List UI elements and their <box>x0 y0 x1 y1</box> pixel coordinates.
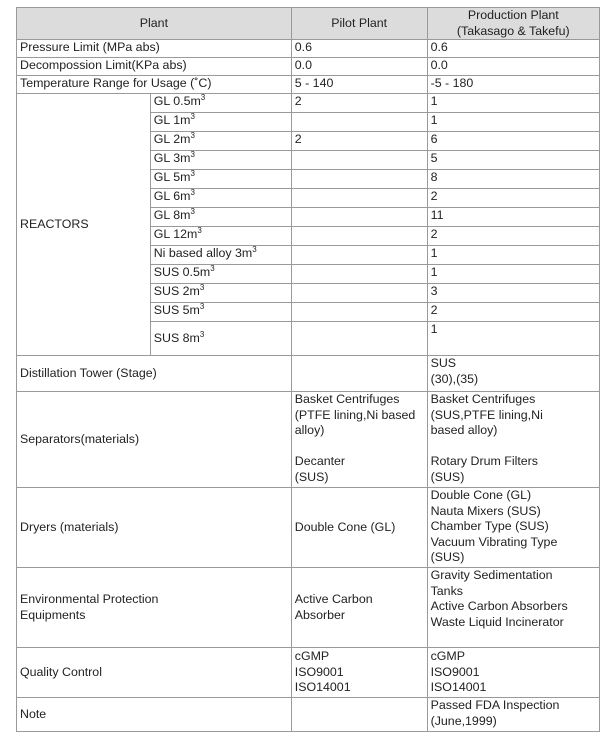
pilot-value <box>291 356 427 392</box>
header-pilot-plant: Pilot Plant <box>291 8 427 40</box>
production-value: 2 <box>427 189 599 208</box>
reactor-name: SUS $0.5m^3$ <box>150 265 291 284</box>
reactors-label: REACTORS <box>17 94 151 356</box>
production-value: Gravity Sedimentation Tanks Active Carbon Absorbers Waste Liquid Incinerator <box>427 568 599 648</box>
pilot-value <box>291 246 427 265</box>
reactor-name: SUS $8m^3$ <box>150 322 291 356</box>
row-label: Pressure Limit (MPa abs) <box>17 40 292 58</box>
production-value: 5 <box>427 151 599 170</box>
pilot-value <box>291 284 427 303</box>
pilot-value <box>291 113 427 132</box>
pilot-value <box>291 227 427 246</box>
reactor-name: GL $8m^3$ <box>150 208 291 227</box>
reactor-name: GL $6m^3$ <box>150 189 291 208</box>
production-value: -5 - 180 <box>427 76 599 94</box>
production-value: 2 <box>427 303 599 322</box>
pilot-value <box>291 303 427 322</box>
production-value: Double Cone (GL) Nauta Mixers (SUS) Chamber Type (SUS) Vacuum Vibrating Type (SUS) <box>427 488 599 568</box>
production-value: 1 <box>427 94 599 113</box>
pilot-value <box>291 322 427 356</box>
header-production-locations: (Takasago & Takefu) <box>456 23 570 38</box>
pilot-value: 5 - 140 <box>291 76 427 94</box>
production-value: 1 <box>427 113 599 132</box>
reactor-name: GL $2m^3$ <box>150 132 291 151</box>
reactor-name: SUS $5m^3$ <box>150 303 291 322</box>
table-row <box>17 40 600 58</box>
reactor-name: GL $3m^3$ <box>150 151 291 170</box>
pilot-value <box>291 189 427 208</box>
pilot-value <box>291 208 427 227</box>
table-row <box>17 698 600 732</box>
reactor-name: GL $0.5m^3$ <box>150 94 291 113</box>
header-production-title: Production Plant <box>467 8 559 22</box>
production-value: 0.6 <box>427 40 599 58</box>
header-production-plant <box>427 8 599 40</box>
plant-equipment-table <box>16 7 600 732</box>
production-value: 1 <box>427 265 599 284</box>
production-value: cGMP ISO9001 ISO14001 <box>427 648 599 698</box>
header-plant: Plant <box>17 8 292 40</box>
pilot-value: 0.0 <box>291 58 427 76</box>
production-value: 11 <box>427 208 599 227</box>
pilot-value: 2 <box>291 94 427 113</box>
row-label: Dryers (materials) <box>17 488 292 568</box>
table-row <box>17 392 600 488</box>
production-value: Passed FDA Inspection (June,1999) <box>427 698 599 732</box>
pilot-value <box>291 151 427 170</box>
reactor-row <box>17 94 600 113</box>
row-label: Decompossion Limit(KPa abs) <box>17 58 292 76</box>
production-value: 3 <box>427 284 599 303</box>
table-row <box>17 76 600 94</box>
pilot-value <box>291 698 427 732</box>
production-value: 0.0 <box>427 58 599 76</box>
production-value: 1 <box>427 246 599 265</box>
reactor-name: Ni based alloy $3m^3$ <box>150 246 291 265</box>
pilot-value: 0.6 <box>291 40 427 58</box>
production-value: Basket Centrifuges (SUS,PTFE lining,Ni based alloy) Rotary Drum Filters (SUS) <box>427 392 599 488</box>
table-row <box>17 488 600 568</box>
production-value: SUS (30),(35) <box>427 356 599 392</box>
row-label: Note <box>17 698 292 732</box>
row-label: Distillation Tower (Stage) <box>17 356 292 392</box>
table-row <box>17 356 600 392</box>
header-row <box>17 8 600 40</box>
production-value: 1 <box>427 322 599 356</box>
reactor-name: GL $1m^3$ <box>150 113 291 132</box>
pilot-value: Double Cone (GL) <box>291 488 427 568</box>
table-row <box>17 648 600 698</box>
pilot-value: Basket Centrifuges (PTFE lining,Ni based alloy) Decanter (SUS) <box>291 392 427 488</box>
pilot-value: Active Carbon Absorber <box>291 568 427 648</box>
production-value: 8 <box>427 170 599 189</box>
pilot-value: cGMP ISO9001 ISO14001 <box>291 648 427 698</box>
row-label: Quality Control <box>17 648 292 698</box>
row-label: Environmental Protection Equipments <box>17 568 292 648</box>
reactor-name: GL $12m^3$ <box>150 227 291 246</box>
pilot-value <box>291 170 427 189</box>
row-label: Separators(materials) <box>17 392 292 488</box>
reactor-name: SUS $2m^3$ <box>150 284 291 303</box>
production-value: 6 <box>427 132 599 151</box>
pilot-value: 2 <box>291 132 427 151</box>
table-row <box>17 568 600 648</box>
row-label: Temperature Range for Usage (˚C) <box>17 76 292 94</box>
table-row <box>17 58 600 76</box>
pilot-value <box>291 265 427 284</box>
reactor-name: GL $5m^3$ <box>150 170 291 189</box>
production-value: 2 <box>427 227 599 246</box>
